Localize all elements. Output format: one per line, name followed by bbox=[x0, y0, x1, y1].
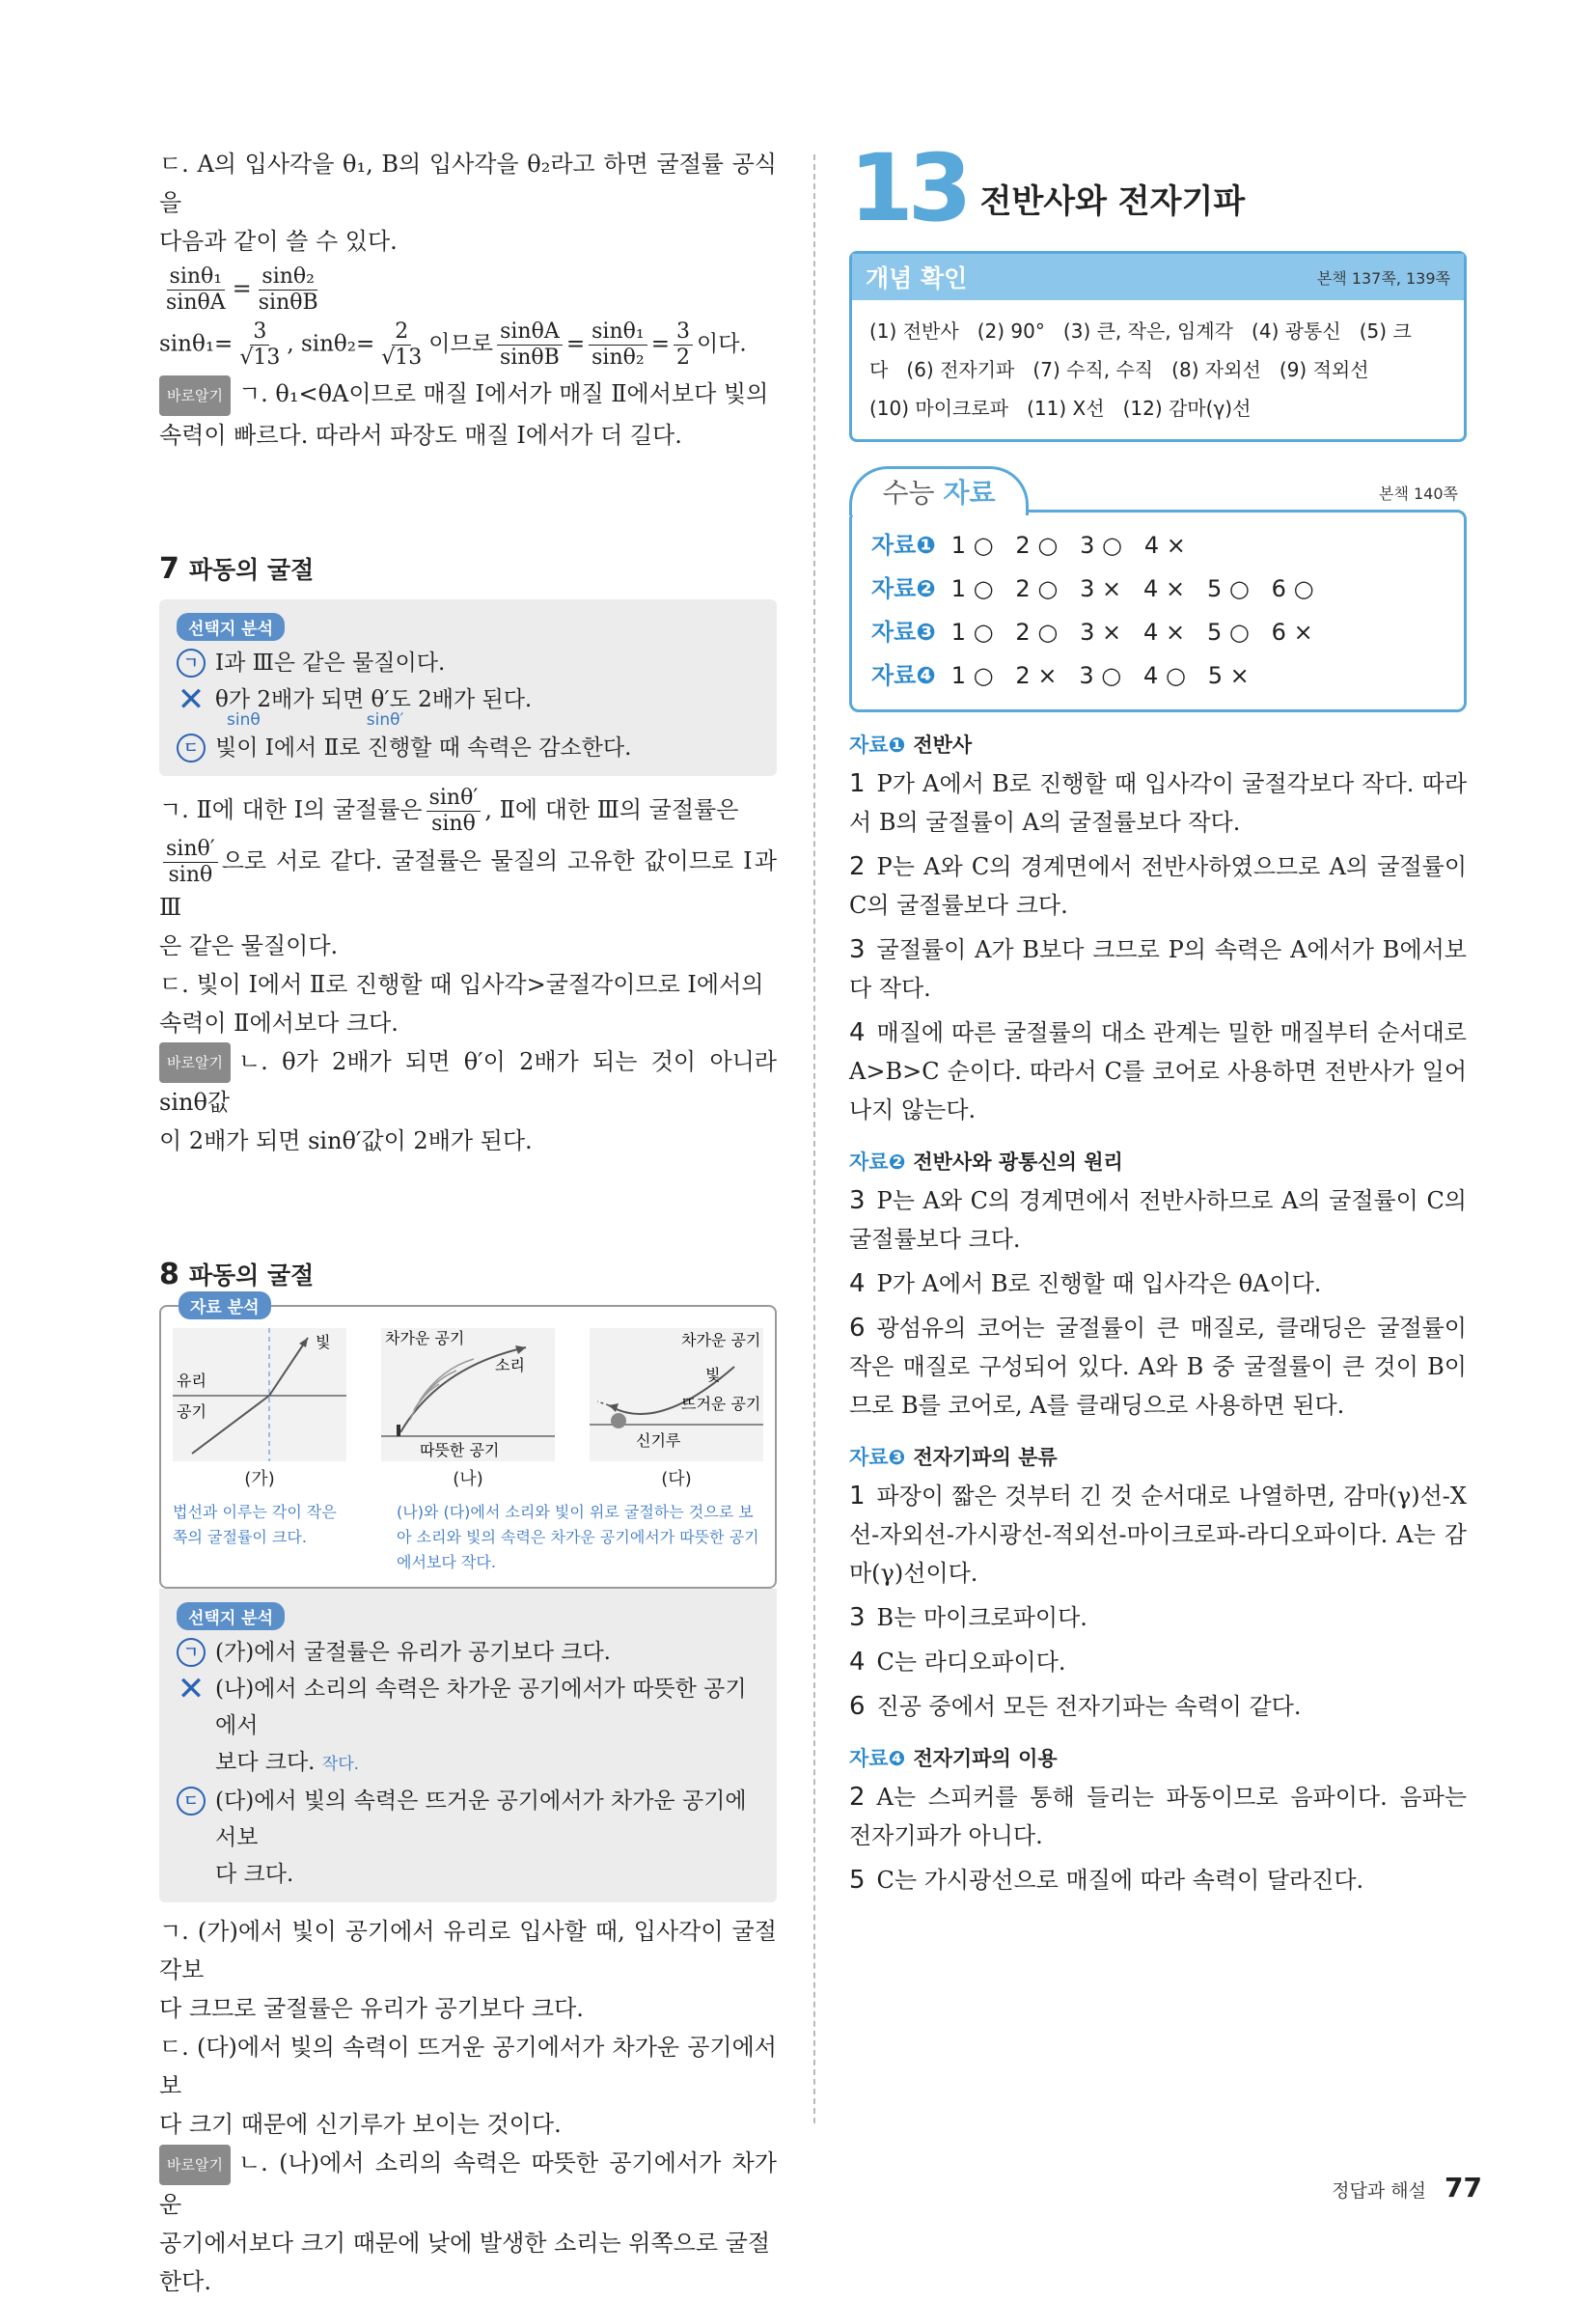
intro-line: 다음과 같이 쓸 수 있다. bbox=[159, 228, 398, 255]
choice-correct: ㄷ (다)에서 빛의 속력은 뜨거운 공기에서가 차가운 공기에서보 다 크다. bbox=[177, 1783, 759, 1893]
list-item: 4 C는 라디오파이다. bbox=[849, 1648, 1066, 1677]
choice-correct: ㄷ 빛이 Ⅰ에서 Ⅱ로 진행할 때 속력은 감소한다. bbox=[177, 730, 759, 766]
explanation-line: ㄱ. Ⅱ에 대한 Ⅰ의 굴절률은 $\frac{\sin\theta'}{\sin\theta}$ , Ⅱ에 대한 Ⅲ의 굴절률은 bbox=[159, 785, 739, 836]
note-refraction: 법선과 이루는 각이 작은 쪽의 굴절률이 크다. bbox=[173, 1503, 337, 1546]
panel-label: (가) bbox=[244, 1469, 275, 1489]
left-column bbox=[159, 145, 777, 2301]
concept-check-box bbox=[849, 251, 1467, 442]
light-label: 빛 bbox=[316, 1333, 331, 1351]
wrong-answer-explanation: 바로알기 ㄴ. θ가 2배가 되면 θ′이 2배가 되는 것이 아니라 sinθ값 bbox=[159, 1042, 777, 1123]
question-8 bbox=[159, 1257, 777, 2301]
correction-note: sinθ′ bbox=[366, 709, 404, 730]
choice-wrong: ✕ θ가 2배가 되면 θ′도 2배가 된다. sinθ sinθ′ bbox=[177, 679, 533, 730]
question-title: 8 파동의 굴절 bbox=[159, 1258, 315, 1291]
fraction: $\frac{\text{sinθ₁}}{\sin\theta A}$ bbox=[166, 264, 226, 315]
x-mark-icon: ✕ bbox=[177, 1670, 206, 1708]
list-item: 5 C는 가시광선으로 매질에 따라 속력이 달라진다. bbox=[849, 1866, 1364, 1895]
diagram-panels bbox=[173, 1328, 763, 1490]
chapter-header bbox=[849, 134, 1467, 242]
intro-block bbox=[159, 145, 777, 455]
correct-mark-icon: ㄷ bbox=[177, 1787, 206, 1816]
warm-air-label: 따뜻한 공기 bbox=[420, 1441, 500, 1459]
list-item: 2 P는 A와 C의 경계면에서 전반사하였으므로 A의 굴절률이 C의 굴절률보다 크다. bbox=[849, 852, 1467, 919]
answer-row: 자료❷ 1 ○ 2 ○ 3 × 4 × 5 ○ 6 ○ bbox=[871, 575, 1314, 602]
refraction-diagram bbox=[173, 1328, 346, 1461]
panel-a bbox=[173, 1328, 346, 1490]
correct-mark-icon: ㄷ bbox=[177, 734, 206, 762]
sound-diagram bbox=[381, 1328, 555, 1461]
choice-analysis-box bbox=[159, 599, 777, 776]
section-heading: 자료❸ 전자기파의 분류 bbox=[849, 1446, 1058, 1469]
concept-check-title: 개념 확인 bbox=[866, 264, 968, 292]
page-reference: 본책 137쪽, 139쪽 bbox=[1316, 268, 1450, 288]
page-footer bbox=[1332, 2172, 1482, 2204]
answer-row: 자료❹ 1 ○ 2 × 3 ○ 4 ○ 5 × bbox=[871, 662, 1250, 689]
equation-1: $\frac{\text{sinθ₁}}{\sin\theta A}$ = $\frac{\text{sinθ₂}}{\sin\theta B}$ bbox=[159, 264, 777, 316]
correction-badge: 바로알기 bbox=[159, 375, 231, 416]
answer-line: (10) 마이크로파 (11) X선 (12) 감마(γ)선 bbox=[869, 397, 1252, 420]
data-1-section bbox=[849, 730, 1467, 1129]
list-item: 4 P가 A에서 B로 진행할 때 입사각은 θA이다. bbox=[849, 1269, 1322, 1298]
fraction: $\frac{3}{√13}$ bbox=[239, 319, 281, 370]
data-3-section bbox=[849, 1442, 1467, 1726]
footer-text: 정답과 해설 bbox=[1332, 2180, 1426, 2202]
choice-analysis-box bbox=[159, 1589, 777, 1902]
correction-badge: 바로알기 bbox=[159, 1042, 231, 1083]
wrong-answer-explanation: 한다. bbox=[159, 2267, 211, 2295]
answer-line: (1) 전반사 (2) 90° (3) 큰, 작은, 임계각 (4) 광통신 (5) 크 bbox=[869, 319, 1412, 343]
wrong-answer-explanation: 바로알기 ㄱ. θ₁<θA이므로 매질 Ⅰ에서가 매질 Ⅱ에서보다 빛의 bbox=[159, 374, 777, 416]
correction-note: sinθ bbox=[227, 709, 261, 730]
choice-analysis-tag: 선택지 분석 bbox=[177, 613, 285, 641]
explanation-line: 다 크기 때문에 신기루가 보이는 것이다. bbox=[159, 2111, 562, 2138]
fraction: $\frac{\sin\theta'}{\sin\theta}$ bbox=[163, 837, 218, 888]
explanation-line: 속력이 Ⅱ에서보다 크다. bbox=[159, 1009, 399, 1037]
intro-line: ㄷ. A의 입사각을 θ₁, B의 입사각을 θ₂라고 하면 굴절률 공식을 bbox=[159, 151, 777, 216]
list-item: 2 A는 스피커를 통해 들리는 파동이므로 음파이다. 음파는 전자기파가 아니다. bbox=[849, 1783, 1467, 1849]
data-analysis-tag: 자료 분석 bbox=[179, 1291, 271, 1319]
note-speed: (나)와 (다)에서 소리와 빛이 위로 굴절하는 것으로 보아 소리와 빛의 속력은 차가운 공기에서가 따뜻한 공기에서보다 작다. bbox=[397, 1503, 759, 1571]
wrong-answer-explanation: 바로알기 ㄴ. (나)에서 소리의 속력은 따뜻한 공기에서가 차가운 bbox=[159, 2144, 777, 2224]
fraction: $\frac{\sin\theta'}{\sin\theta}$ bbox=[427, 786, 482, 837]
section-heading: 자료❶ 전반사 bbox=[849, 734, 973, 757]
choice-analysis-tag: 선택지 분석 bbox=[177, 1602, 285, 1630]
column-divider bbox=[813, 154, 815, 2123]
list-item: 3 P는 A와 C의 경계면에서 전반사하므로 A의 굴절률이 C의 굴절률보다 크다. bbox=[849, 1186, 1467, 1253]
light-label: 빛 bbox=[705, 1366, 721, 1384]
question-title: 7 파동의 굴절 bbox=[159, 551, 315, 586]
wrong-answer-explanation: 공기에서보다 크기 때문에 낮에 발생한 소리는 위쪽으로 굴절 bbox=[159, 2229, 771, 2257]
correct-mark-icon: ㄱ bbox=[177, 1638, 206, 1667]
explanation-line: 다 크므로 굴절률은 유리가 공기보다 크다. bbox=[159, 1995, 584, 2022]
answer-row: 자료❸ 1 ○ 2 ○ 3 × 4 × 5 ○ 6 × bbox=[871, 619, 1313, 646]
section-heading: 자료❹ 전자기파의 이용 bbox=[849, 1747, 1058, 1770]
explanation-line: ㄷ. (다)에서 빛의 속력이 뜨거운 공기에서가 차가운 공기에서보 bbox=[159, 2034, 777, 2099]
explanation-line: $\frac{\sin\theta'}{\sin\theta}$ 으로 서로 같다. 굴절률은 물질의 고유한 값이므로 Ⅰ과 Ⅲ bbox=[159, 836, 777, 921]
list-item: 3 굴절률이 A가 B보다 크므로 P의 속력은 A에서가 B에서보다 작다. bbox=[849, 935, 1467, 1002]
x-mark-icon: ✕ bbox=[177, 679, 206, 719]
panel-b bbox=[381, 1328, 555, 1490]
mirage-label: 신기루 bbox=[636, 1431, 681, 1450]
fraction: $\frac{\sin\theta A}{\sin\theta B}$ bbox=[497, 319, 563, 371]
choice-correct: ㄱ Ⅰ과 Ⅲ은 같은 물질이다. bbox=[177, 645, 759, 681]
choice-wrong: ✕ (나)에서 소리의 속력은 차가운 공기에서가 따뜻한 공기에서 보다 크다. 작다. bbox=[177, 1670, 747, 1775]
list-item: 3 B는 마이크로파이다. bbox=[849, 1603, 1087, 1632]
concept-check-header bbox=[852, 254, 1464, 300]
list-item: 1 파장이 짧은 것부터 긴 것 순서대로 나열하면, 감마(γ)선-X선-자외선-가시광선-적외선-마이크로파-라디오파이다. A는 감마(γ)선이다. bbox=[849, 1482, 1467, 1587]
cold-air-label: 차가운 공기 bbox=[681, 1331, 761, 1349]
suneung-tab: 수능 자료 bbox=[849, 466, 1029, 515]
list-item: 1 P가 A에서 B로 진행할 때 입사각이 굴절각보다 작다. 따라서 B의 굴절률이 A의 굴절률보다 작다. bbox=[849, 769, 1467, 836]
choice-correct: ㄱ (가)에서 굴절률은 유리가 공기보다 크다. bbox=[177, 1634, 759, 1671]
panel-c bbox=[590, 1328, 763, 1490]
explanation-line: 은 같은 물질이다. bbox=[159, 931, 339, 959]
suneung-data-box bbox=[849, 477, 1467, 712]
page-number: 77 bbox=[1445, 2172, 1482, 2204]
air-label: 공기 bbox=[177, 1402, 206, 1421]
cold-air-label: 차가운 공기 bbox=[385, 1329, 465, 1347]
panel-label: (다) bbox=[661, 1469, 692, 1489]
fraction: $\frac{2}{√13}$ bbox=[381, 319, 423, 370]
equation-2: sinθ₁= $\frac{3}{√13}$ , sinθ₂= $\frac{2}{√13}$ 이므로 $\frac{\sin\theta A}{\sin\theta B}$ = $\frac{\text{sinθ₁}}{\text{sinθ₂}}$ = $\frac{3}{2}$ 이다. bbox=[159, 319, 747, 370]
chapter-title: 전반사와 전자기파 bbox=[979, 182, 1246, 221]
data-2-section bbox=[849, 1147, 1467, 1425]
explanation-line: ㄷ. 빛이 Ⅰ에서 Ⅱ로 진행할 때 입사각>굴절각이므로 Ⅰ에서의 bbox=[159, 970, 764, 998]
data-analysis-box bbox=[159, 1298, 777, 1589]
question-7 bbox=[159, 551, 777, 1161]
fraction: $\frac{3}{2}$ bbox=[674, 319, 693, 371]
section-heading: 자료❷ 전반사와 광통신의 원리 bbox=[849, 1150, 1123, 1174]
wrong-answer-explanation: 속력이 빠르다. 따라서 파장도 매질 Ⅰ에서가 더 길다. bbox=[159, 421, 682, 449]
panel-label: (나) bbox=[453, 1469, 483, 1489]
list-item: 6 광섬유의 코어는 굴절률이 큰 매질로, 클래딩은 굴절률이 작은 매질로 구성되어 있다. A와 B 중 굴절률이 큰 것이 B이므로 B를 코어로, A를 클래딩으로 사용하면 된다. bbox=[849, 1314, 1467, 1419]
answer-line: 다 (6) 전자기파 (7) 수직, 수직 (8) 자외선 (9) 적외선 bbox=[869, 358, 1369, 381]
concept-check-answers bbox=[852, 300, 1464, 439]
fraction: $\frac{\text{sinθ₂}}{\sin\theta B}$ bbox=[258, 264, 318, 315]
correction-badge: 바로알기 bbox=[159, 2145, 231, 2185]
glass-label: 유리 bbox=[177, 1372, 206, 1390]
answer-row: 자료❶ 1 ○ 2 ○ 3 ○ 4 × bbox=[871, 532, 1186, 559]
list-item: 4 매질에 따른 굴절률의 대소 관계는 밀한 매질부터 순서대로 A>B>C 순이다. 따라서 C를 코어로 사용하면 전반사가 일어나지 않는다. bbox=[849, 1018, 1467, 1123]
data-4-section bbox=[849, 1743, 1467, 1899]
correction-note: 작다. bbox=[321, 1755, 360, 1774]
fraction: $\frac{\text{sinθ₁}}{\text{sinθ₂}}$ bbox=[589, 319, 647, 371]
wrong-answer-explanation: 이 2배가 되면 sinθ′값이 2배가 된다. bbox=[159, 1127, 533, 1154]
explanation-line: ㄱ. (가)에서 빛이 공기에서 유리로 입사할 때, 입사각이 굴절각보 bbox=[159, 1918, 777, 1983]
mirage-diagram bbox=[590, 1328, 763, 1461]
correct-mark-icon: ㄱ bbox=[177, 649, 206, 678]
hot-air-label: 뜨거운 공기 bbox=[681, 1395, 761, 1413]
right-column bbox=[849, 134, 1467, 1905]
chapter-number: 13 bbox=[849, 134, 967, 242]
page-reference: 본책 140쪽 bbox=[1379, 485, 1458, 503]
diagram-notes bbox=[173, 1500, 763, 1575]
list-item: 6 진공 중에서 모든 전자기파는 속력이 같다. bbox=[849, 1692, 1302, 1721]
sound-label: 소리 bbox=[495, 1356, 525, 1374]
